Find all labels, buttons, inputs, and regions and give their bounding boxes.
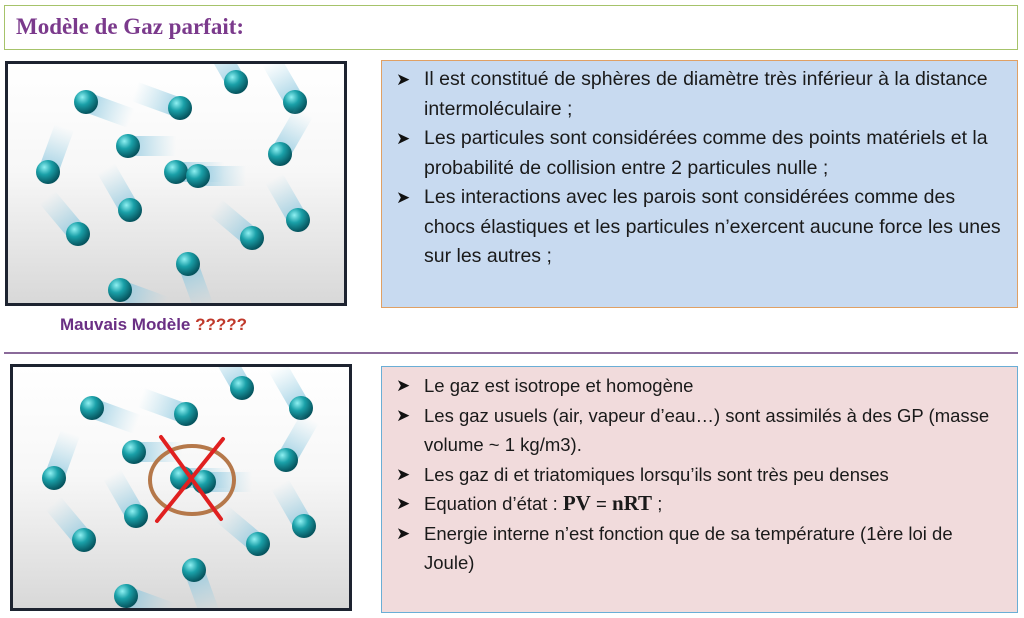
page-title: Modèle de Gaz parfait: xyxy=(16,14,245,39)
caption xyxy=(60,315,247,335)
properties-list xyxy=(390,371,1005,578)
particle-sphere-icon xyxy=(186,164,246,188)
particle-sphere-icon xyxy=(268,367,313,420)
gas-properties-box xyxy=(381,366,1018,613)
particle-sphere-icon xyxy=(116,134,176,158)
particle-sphere-icon xyxy=(42,429,80,490)
arrow-bullet-icon: ➤ xyxy=(396,70,411,89)
particle-sphere-icon xyxy=(274,413,319,472)
caption-question-marks: ????? xyxy=(195,315,248,334)
particle-sphere-icon xyxy=(39,191,90,246)
particle-sphere-icon xyxy=(45,497,96,552)
particle-sphere-icon xyxy=(36,123,74,184)
section-divider xyxy=(4,352,1018,354)
particle-sphere-icon xyxy=(80,396,141,434)
list-item: ➤ Les interactions avec les parois sont considérées comme des chocs élastiques et les particules n’exercent aucune force les unes sur les autres ; xyxy=(390,183,1005,272)
arrow-bullet-icon: ➤ xyxy=(396,376,411,395)
list-item: ➤ Energie interne n’est fonction que de sa température (1ère loi de Joule) xyxy=(390,519,1005,578)
particles-diagram-bottom xyxy=(13,367,349,608)
title-box xyxy=(4,5,1018,50)
gas-particles-illustration-top xyxy=(5,61,347,306)
list-item: ➤ Les gaz usuels (air, vapeur d’eau…) sont assimilés à des GP (masse volume ~ 1 kg/m3). xyxy=(390,401,1005,460)
particle-sphere-icon xyxy=(271,479,316,538)
arrow-bullet-icon: ➤ xyxy=(396,129,411,148)
particle-sphere-icon xyxy=(97,163,142,222)
hypotheses-list xyxy=(390,65,1005,272)
particle-sphere-icon xyxy=(265,173,310,232)
particle-sphere-icon xyxy=(137,388,198,426)
model-hypotheses-box xyxy=(381,60,1018,308)
arrow-bullet-icon: ➤ xyxy=(396,523,411,543)
equation-nrt: nRT xyxy=(611,491,653,515)
particle-sphere-icon xyxy=(268,107,313,166)
list-item: ➤ Il est constitué de sphères de diamètre très inférieur à la distance intermoléculaire ; xyxy=(390,65,1005,124)
equation-of-state-item: ➤ Equation d’état : PV = nRT ; xyxy=(390,489,1005,519)
particle-sphere-icon xyxy=(74,90,135,128)
list-item: ➤ Le gaz est isotrope et homogène xyxy=(390,371,1005,401)
particle-sphere-icon xyxy=(262,64,307,114)
particle-sphere-icon xyxy=(182,558,220,608)
particle-sphere-icon xyxy=(131,82,192,120)
particles-diagram-top xyxy=(8,64,344,303)
particle-sphere-icon xyxy=(114,584,175,608)
list-item: ➤ Les particules sont considérées comme des points matériels et la probabilité de collision entre 2 particules nulle ; xyxy=(390,124,1005,183)
arrow-bullet-icon: ➤ xyxy=(396,405,411,425)
list-item: ➤ Les gaz di et triatomiques lorsqu’ils sont très peu denses xyxy=(390,460,1005,490)
particle-sphere-icon xyxy=(203,64,248,94)
particle-sphere-icon xyxy=(209,367,254,400)
particle-sphere-icon xyxy=(209,199,264,250)
gas-particles-illustration-bottom xyxy=(10,364,352,611)
arrow-bullet-icon: ➤ xyxy=(396,464,411,484)
particle-sphere-icon xyxy=(176,252,214,303)
arrow-bullet-icon: ➤ xyxy=(396,494,411,513)
equation-pv: PV xyxy=(562,491,591,515)
caption-label: Mauvais Modèle xyxy=(60,315,196,334)
arrow-bullet-icon: ➤ xyxy=(396,188,411,207)
particle-sphere-icon xyxy=(215,505,270,556)
particle-sphere-icon xyxy=(108,278,169,303)
particle-sphere-icon xyxy=(103,469,148,528)
